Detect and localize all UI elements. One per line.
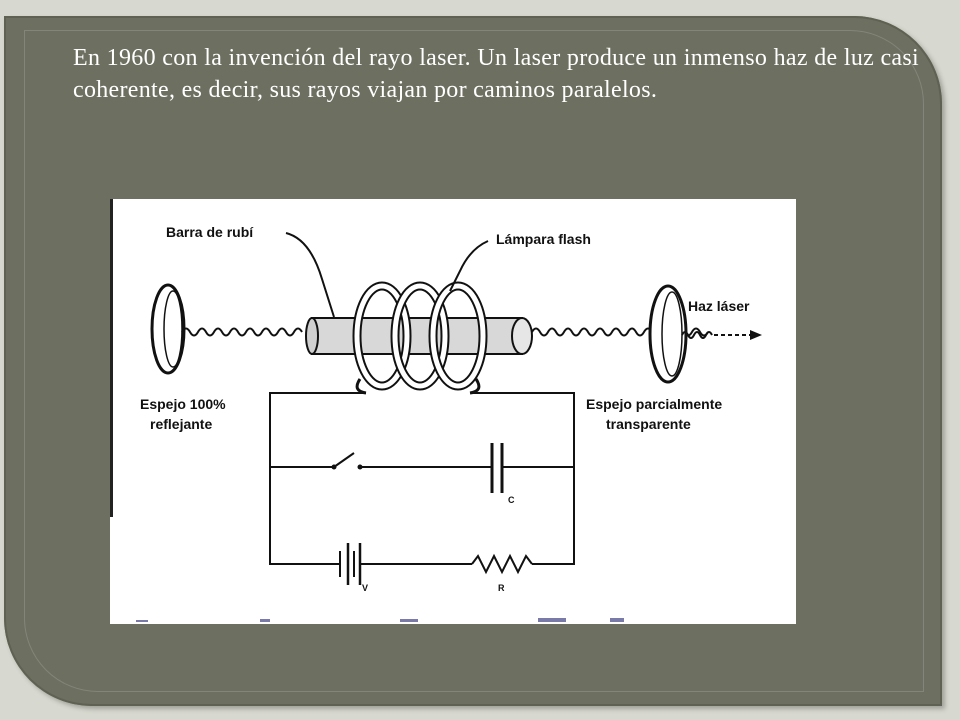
resistor bbox=[472, 556, 532, 593]
label-ruby-rod: Barra de rubí bbox=[166, 224, 254, 240]
mirror-partial bbox=[650, 286, 686, 382]
capacitor bbox=[492, 443, 515, 505]
ruby-rod-pointer bbox=[286, 233, 334, 317]
label-mirror-partial-2: transparente bbox=[606, 416, 691, 432]
laser-diagram bbox=[110, 199, 796, 624]
switch bbox=[332, 453, 363, 470]
label-flash-lamp: Lámpara flash bbox=[496, 231, 591, 247]
circuit-wiring bbox=[270, 393, 574, 564]
label-capacitor: C bbox=[508, 495, 515, 505]
label-mirror-full-2: reflejante bbox=[150, 416, 213, 432]
label-mirror-partial-1: Espejo parcialmente bbox=[586, 396, 723, 412]
intro-paragraph: En 1960 con la invención del rayo laser. Un laser produce un inmenso haz de luz casi coherente, es decir, sus rayos viajan por caminos paralelos. bbox=[73, 45, 919, 103]
battery bbox=[340, 543, 368, 593]
ruby-rod bbox=[306, 318, 532, 354]
label-mirror-full-1: Espejo 100% bbox=[140, 396, 226, 412]
light-wave-left bbox=[182, 329, 302, 336]
laser-beam bbox=[682, 330, 762, 340]
label-battery: V bbox=[362, 583, 369, 593]
scan-edge bbox=[110, 199, 113, 517]
mirror-100-percent bbox=[152, 285, 184, 373]
label-laser-beam: Haz láser bbox=[688, 298, 750, 314]
scan-artifact-bottom bbox=[136, 618, 624, 622]
label-resistor: R bbox=[498, 583, 505, 593]
